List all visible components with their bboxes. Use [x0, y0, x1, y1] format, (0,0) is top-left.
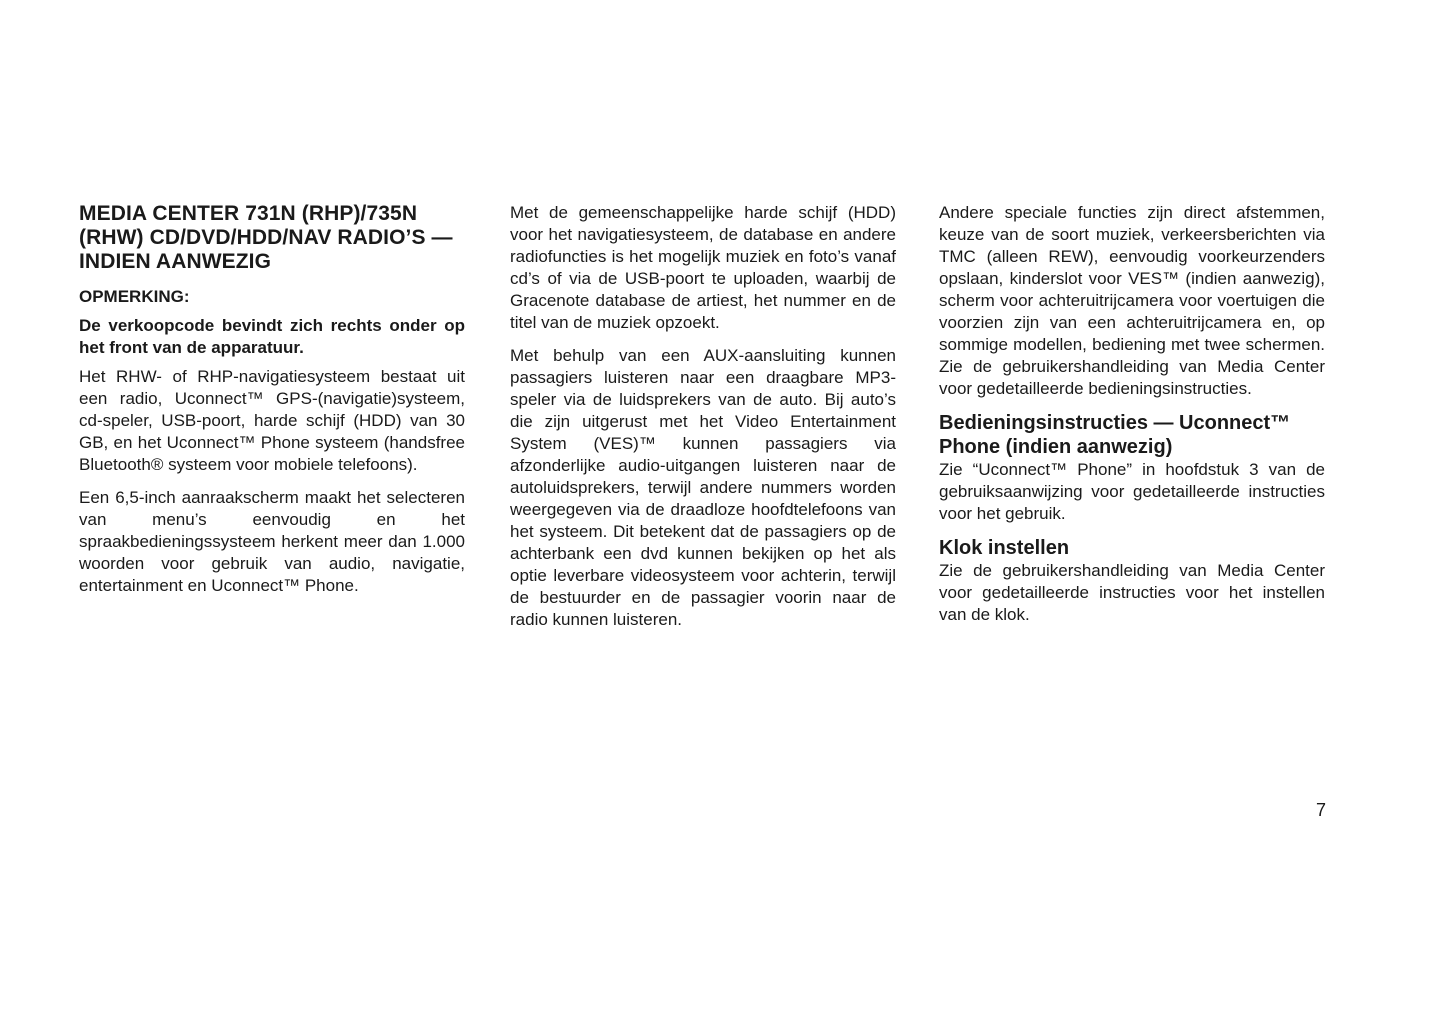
note-text: De verkoopcode bevindt zich rechts onder op het front van de apparatuur.	[79, 316, 465, 357]
paragraph-special-functions: Andere speciale functies zijn direct afstemmen, keuze van de soort muziek, verkeersberichten via TMC (alleen REW), eenvoudig voorkeurzenders opslaan, kinderslot voor VES™ (indien aanwezig), scherm voor achteruitrijcamera voor voertuigen die voorzien zijn van een achteruitrijcamera en, op sommige modellen, bediening met twee schermen. Zie de gebruikershandleiding van Media Center voor gedetailleerde bedieningsinstructies.	[939, 203, 1325, 398]
column-middle	[510, 202, 896, 642]
column-left	[79, 202, 465, 608]
paragraph-system-overview: Het RHW- of RHP-navigatiesysteem bestaat uit een radio, Uconnect™ GPS-(navigatie)systeem, cd-speler, USB-poort, harde schijf (HDD) van 30 GB, en het Uconnect™ Phone systeem (handsfree Bluetooth® systeem voor mobiele telefoons).	[79, 367, 465, 474]
note-label: OPMERKING:	[79, 287, 190, 306]
page-number: 7	[1315, 800, 1326, 820]
paragraph-operating-instructions: Zie “Uconnect™ Phone” in hoofdstuk 3 van de gebruiksaanwijzing voor gedetailleerde instructies voor het gebruik.	[939, 460, 1325, 523]
column-right	[939, 202, 1325, 626]
paragraph-aux: Met behulp van een AUX-aansluiting kunnen passagiers luisteren naar een draagbare MP3-speler via de luidsprekers van de auto. Bij auto’s die zijn uitgerust met het Video Entertainment System (VES)™ kunnen passagiers via afzonderlijke audio-uitgangen luisteren naar de autoluidsprekers, terwijl andere nummers worden weergegeven via de draadloze hoofdtelefoons van het systeem. Dit betekent dat de passagiers op de achterbank een dvd kunnen bekijken op het als optie leverbare videosysteem voor achterin, terwijl de bestuurder en de passagier voorin naar de radio kunnen luisteren.	[510, 346, 896, 629]
paragraph-clock: Zie de gebruikershandleiding van Media Center voor gedetailleerde instructies voor het instellen van de klok.	[939, 561, 1325, 624]
paragraph-hdd: Met de gemeenschappelijke harde schijf (HDD) voor het navigatiesysteem, de database en andere radiofuncties is het mogelijk muziek en foto’s vanaf cd’s of via de USB-poort te uploaden, waarbij de Gracenote database de artiest, het nummer en de titel van de muziek opzoekt.	[510, 203, 896, 332]
heading-clock: Klok instellen	[939, 537, 1070, 559]
paragraph-touchscreen: Een 6,5-inch aanraakscherm maakt het selecteren van menu’s eenvoudig en het spraakbedieningssysteem herkent meer dan 1.000 woorden voor gebruik van audio, navigatie, entertainment en Uconnect™ Phone.	[79, 488, 465, 595]
section-title: MEDIA CENTER 731N (RHP)/735N (RHW) CD/DVD/HDD/NAV RADIO’S — INDIEN AANWEZIG	[79, 202, 453, 273]
heading-operating-instructions: Bedieningsinstructies — Uconnect™ Phone (indien aanwezig)	[939, 412, 1291, 458]
